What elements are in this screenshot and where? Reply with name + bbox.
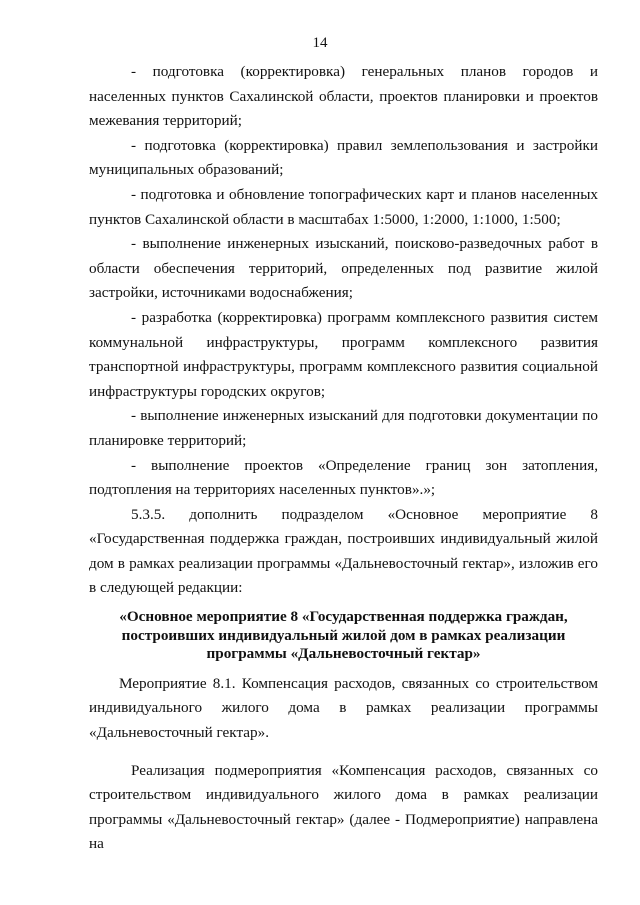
paragraph-submeasure-implementation: Реализация подмероприятия «Компенсация расходов, связанных со строительством индивидуального жилого дома в рамках реализации программы «Дальневосточный гектар» (далее - Подмероприятие) направлена на xyxy=(89,761,598,853)
paragraph-engineering-surveys-planning: - выполнение инженерных изысканий для подготовки документации по планировке территорий; xyxy=(89,407,598,449)
paragraph-land-use-rules: - подготовка (корректировка) правил землепользования и застройки муниципальных образований; xyxy=(89,136,598,179)
paragraph-engineering-surveys-water: - выполнение инженерных изысканий, поисково-разведочных работ в области обеспечения территорий, определенных под развитие жилой застройки, источниками водоснабжения; xyxy=(89,235,598,302)
section-heading xyxy=(89,608,598,664)
document-body xyxy=(89,60,598,857)
paragraph-flood-zones: - выполнение проектов «Определение границ зон затопления, подтопления на территориях населенных пунктов».»; xyxy=(89,456,598,499)
page-number: 14 xyxy=(312,35,328,51)
paragraph-measure-8-1: Мероприятие 8.1. Компенсация расходов, связанных со строительством индивидуального жилого дома в рамках реализации программы «Дальневосточный гектар». xyxy=(89,674,598,742)
paragraph-topographic-maps: - подготовка и обновление топографических карт и планов населенных пунктов Сахалинской области в масштабах 1:5000, 1:2000, 1:1000, 1:500; xyxy=(89,185,598,228)
paragraph-amendment-5-3-5: 5.3.5. дополнить подразделом «Основное мероприятие 8 «Государственная поддержка граждан, построивших индивидуальный жилой дом в рамках реализации программы «Дальневосточный гектар», изложив его в следующей редакции: xyxy=(89,505,598,597)
section-heading-line: программы «Дальневосточный гектар» xyxy=(206,645,481,663)
paragraph-infrastructure-programs: - разработка (корректировка) программ комплексного развития систем коммунальной инфраструктуры, программ комплексного развития транспортной инфраструктуры, программ комплексного развития социальной инфраструктуры городских округов; xyxy=(89,308,598,400)
paragraph-general-plans: - подготовка (корректировка) генеральных планов городов и населенных пунктов Сахалинской области, проектов планировки и проектов межевания территорий; xyxy=(89,63,598,130)
section-heading-line: построивших индивидуальный жилой дом в рамках реализации xyxy=(121,626,566,644)
section-heading-line: «Основное мероприятие 8 «Государственная поддержка граждан, xyxy=(119,608,568,626)
